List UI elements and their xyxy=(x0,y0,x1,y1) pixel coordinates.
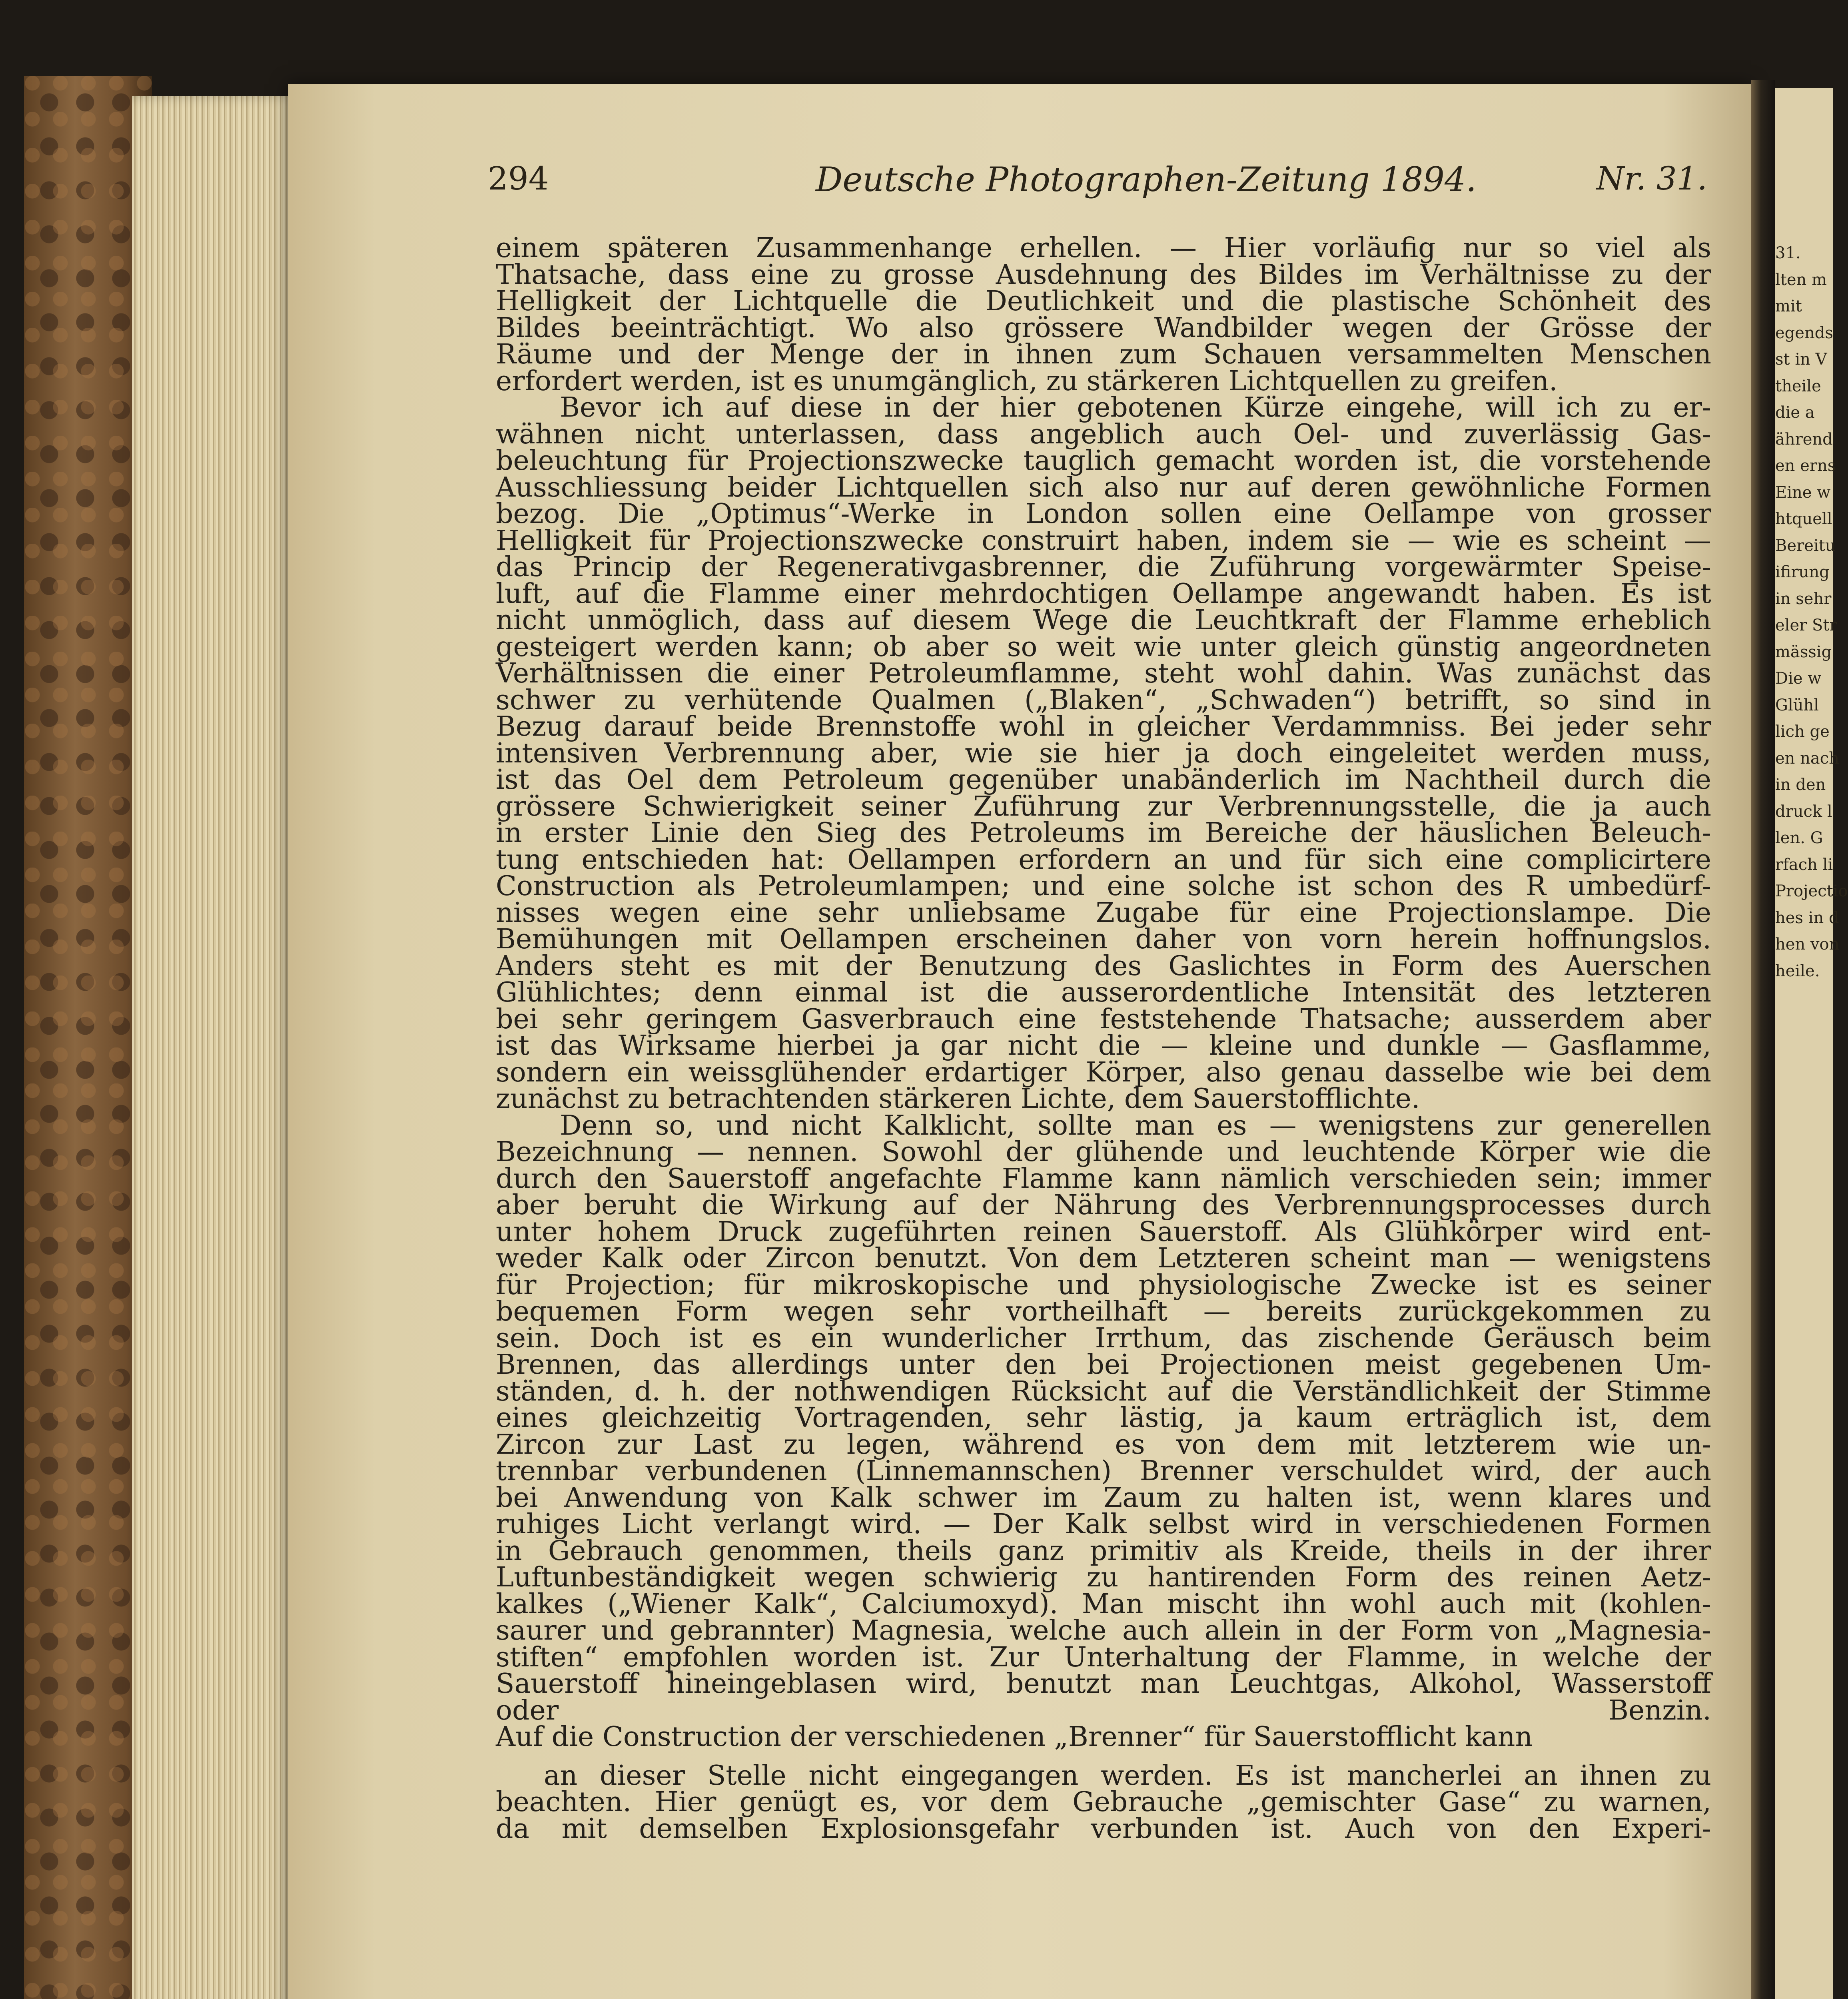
text-line: ruhiges Licht verlangt wird. — Der Kalk selbst wird in verschiedenen Formen xyxy=(496,1508,1711,1540)
text-line: tung entschieden hat: Oellampen erfordern an und für sich eine complicirtere xyxy=(496,844,1711,876)
text-line: durch den Sauerstoff angefachte Flamme kann nämlich verschieden sein; immer xyxy=(496,1163,1711,1195)
text-line: aber beruht die Wirkung auf der Nährung des Verbrennungsprocesses durch xyxy=(496,1189,1711,1221)
facing-page-line: htquell xyxy=(1775,510,1832,528)
text-line: Bezeichnung — nennen. Sowohl der glühende und leuchtende Körper wie die xyxy=(496,1136,1711,1168)
text-line: bei sehr geringem Gasverbrauch eine feststehende Thatsache; ausserdem aber xyxy=(496,1003,1711,1035)
text-line: eines gleichzeitig Vortragenden, sehr lästig, ja kaum erträglich ist, dem xyxy=(496,1402,1711,1434)
facing-page-line: in sehr xyxy=(1775,589,1832,608)
text-line: in erster Linie den Sieg des Petroleums im Bereiche der häuslichen Beleuch- xyxy=(496,817,1711,849)
text-line: weder Kalk oder Zircon benutzt. Von dem Letzteren scheint man — wenigstens xyxy=(496,1243,1711,1274)
text-line: ist das Oel dem Petroleum gegenüber unabänderlich im Nachtheil durch die xyxy=(496,764,1711,796)
facing-page-text xyxy=(1775,240,1848,984)
text-line: beachten. Hier genügt es, vor dem Gebrauche „gemischter Gase“ zu warnen, xyxy=(496,1786,1711,1818)
text-line: Luftunbeständigkeit wegen schwierig zu hantirenden Form des reinen Aetz- xyxy=(496,1562,1711,1593)
text-line: schwer zu verhütende Qualmen („Blaken“, „Schwaden“) betrifft, so sind in xyxy=(496,684,1711,716)
facing-page-line: 31. xyxy=(1775,244,1801,262)
text-line: kalkes („Wiener Kalk“, Calciumoxyd). Man mischt ihn wohl auch mit (kohlen- xyxy=(496,1588,1711,1620)
text-line: da mit demselben Explosionsgefahr verbunden ist. Auch von den Experi- xyxy=(496,1813,1711,1845)
text-line: Thatsache, dass eine zu grosse Ausdehnung des Bildes im Verhältnisse zu der xyxy=(496,259,1711,291)
facing-page-line: theile xyxy=(1775,377,1821,395)
text-line: zunächst zu betrachtenden stärkeren Lichte, dem Sauerstofflichte. xyxy=(496,1083,1420,1115)
text-line: unter hohem Druck zugeführten reinen Sauerstoff. Als Glühkörper wird ent- xyxy=(496,1216,1711,1248)
facing-page-line: die a xyxy=(1775,403,1815,422)
text-line: Auf die Construction der verschiedenen „Brenner“ für Sauerstofflicht kann xyxy=(496,1721,1533,1753)
facing-page-line: rfach li xyxy=(1775,855,1833,874)
text-line: bezog. Die „Optimus“-Werke in London sollen eine Oellampe von grosser xyxy=(496,498,1711,530)
text-line: nicht unmöglich, dass auf diesem Wege die Leuchtkraft der Flamme erheblich xyxy=(496,604,1711,636)
text-line: an dieser Stelle nicht eingegangen werden. Es ist mancherlei an ihnen zu xyxy=(544,1760,1711,1792)
text-line: Helligkeit für Projectionszwecke construirt haben, indem sie — wie es scheint — xyxy=(496,525,1711,557)
facing-page-line: eler Str xyxy=(1775,616,1837,634)
text-line: beleuchtung für Projectionszwecke tauglich gemacht worden ist, die vorstehende xyxy=(496,445,1711,477)
facing-page-line: ifirung xyxy=(1775,563,1830,581)
text-line: Zircon zur Last zu legen, während es von dem mit letzterem wie un- xyxy=(496,1428,1711,1460)
text-line: Bezug darauf beide Brennstoffe wohl in gleicher Verdammniss. Bei jeder sehr xyxy=(496,711,1711,742)
article-body xyxy=(496,232,1711,1845)
facing-page-line: ährend xyxy=(1775,430,1833,449)
text-line: Sauerstoff hineingeblasen wird, benutzt man Leuchtgas, Alkohol, Wasserstoff xyxy=(496,1668,1711,1700)
page-header xyxy=(488,160,1707,208)
text-line: trennbar verbundenen (Linnemannschen) Brenner verschuldet wird, der auch xyxy=(496,1455,1711,1487)
text-line: bequemen Form wegen sehr vortheilhaft — bereits zurückgekommen zu xyxy=(496,1296,1711,1327)
text-line: erfordert werden, ist es unumgänglich, zu stärkeren Lichtquellen zu greifen. xyxy=(496,365,1558,397)
facing-page-line: lich ge xyxy=(1775,722,1830,741)
text-line: gesteigert werden kann; ob aber so weit wie unter gleich günstig angeordneten xyxy=(496,631,1711,663)
text-line: intensiven Verbrennung aber, wie sie hier ja doch eingeleitet werden muss, xyxy=(496,737,1711,769)
text-line: grössere Schwierigkeit seiner Zuführung zur Verbrennungsstelle, die ja auch xyxy=(496,790,1711,822)
text-line: oder Benzin. xyxy=(496,1694,1711,1726)
text-line: luft, auf die Flamme einer mehrdochtigen Oellampe angewandt haben. Es ist xyxy=(496,578,1711,610)
text-line: ist das Wirksame hierbei ja gar nicht die — kleine und dunkle — Gasflamme, xyxy=(496,1030,1711,1061)
facing-page-line: Glühl xyxy=(1775,696,1819,714)
page-number: 294 xyxy=(488,160,549,197)
text-line: Bevor ich auf diese in der hier gebotenen Kürze eingehe, will ich zu er- xyxy=(560,392,1711,423)
text-line: Brennen, das allerdings unter den bei Projectionen meist gegebenen Um- xyxy=(496,1349,1711,1381)
facing-page-line: egends xyxy=(1775,323,1833,342)
text-line: Glühlichtes; denn einmal ist die ausserordentliche Intensität des letzteren xyxy=(496,977,1711,1008)
text-line: sein. Doch ist es ein wunderlicher Irrthum, das zischende Geräusch beim xyxy=(496,1322,1711,1354)
text-line: Denn so, und nicht Kalklicht, sollte man es — wenigstens zur generellen xyxy=(560,1109,1711,1141)
facing-page-line: mit xyxy=(1775,297,1802,315)
text-line: stiften“ empfohlen worden ist. Zur Unterhaltung der Flamme, in welche der xyxy=(496,1641,1711,1673)
text-line: Anders steht es mit der Benutzung des Gaslichtes in Form des Auerschen xyxy=(496,950,1711,982)
text-line: bei Anwendung von Kalk schwer im Zaum zu halten ist, wenn klares und xyxy=(496,1482,1711,1514)
facing-page-line: len. G xyxy=(1775,829,1823,847)
text-line: saurer und gebrannter) Magnesia, welche auch allein in der Form von „Magnesia- xyxy=(496,1615,1711,1646)
text-line: das Princip der Regenerativgasbrenner, die Zuführung vorgewärmter Speise- xyxy=(496,551,1711,583)
facing-page-line: in den xyxy=(1775,776,1826,794)
text-line: Helligkeit der Lichtquelle die Deutlichkeit und die plastische Schönheit des xyxy=(496,285,1711,317)
facing-page-line: mässig xyxy=(1775,642,1832,661)
facing-page-fragment xyxy=(1775,88,1848,1999)
facing-page-line: druck l xyxy=(1775,802,1832,821)
book-gutter xyxy=(1751,80,1775,1999)
facing-page-line: lten m xyxy=(1775,270,1827,289)
running-title: Deutsche Photographen-Zeitung 1894. xyxy=(816,160,1477,199)
text-line: wähnen nicht unterlassen, dass angeblich auch Oel- und zuverlässig Gas- xyxy=(496,418,1711,450)
text-line: für Projection; für mikroskopische und physiologische Zwecke ist es seiner xyxy=(496,1269,1711,1301)
facing-page-line: hen von xyxy=(1775,935,1840,954)
facing-page-line: Eine w xyxy=(1775,483,1831,502)
text-line: sondern ein weissglühender erdartiger Körper, also genau dasselbe wie bei dem xyxy=(496,1056,1711,1088)
text-line: ständen, d. h. der nothwendigen Rücksicht auf die Verständlichkeit der Stimme xyxy=(496,1375,1711,1407)
text-line: Bildes beeinträchtigt. Wo also grössere Wandbilder wegen der Grösse der xyxy=(496,312,1711,344)
facing-page-line: st in V xyxy=(1775,350,1827,369)
page-stack-edge xyxy=(132,96,300,1999)
facing-page-line: heile. xyxy=(1775,962,1820,980)
facing-page-line: en erns xyxy=(1775,457,1836,475)
text-line: nisses wegen eine sehr unliebsame Zugabe für eine Projectionslampe. Die xyxy=(496,897,1711,929)
facing-page-line: en nach xyxy=(1775,749,1839,768)
text-line: in Gebrauch genommen, theils ganz primitiv als Kreide, theils in der ihrer xyxy=(496,1535,1711,1567)
facing-page-line: Bereitu xyxy=(1775,536,1836,555)
text-line: Ausschliessung beider Lichtquellen sich also nur auf deren gewöhnliche Formen xyxy=(496,471,1711,503)
facing-page-line: hes in d xyxy=(1775,908,1839,927)
text-line: einem späteren Zusammenhange erhellen. — Hier vorläufig nur so viel als xyxy=(496,232,1711,264)
facing-page-line: Projectio xyxy=(1775,882,1848,900)
facing-page-line: Die w xyxy=(1775,669,1822,688)
text-line: Construction als Petroleumlampen; und eine solche ist schon des R umbedürf- xyxy=(496,870,1711,902)
text-line: Bemühungen mit Oellampen erscheinen daher von vorn herein hoffnungslos. xyxy=(496,924,1711,955)
text-line: Verhältnissen die einer Petroleumflamme, steht wohl dahin. Was zunächst das xyxy=(496,658,1711,689)
text-line: Räume und der Menge der in ihnen zum Schauen versammelten Menschen xyxy=(496,339,1711,370)
issue-number: Nr. 31. xyxy=(1596,160,1707,197)
